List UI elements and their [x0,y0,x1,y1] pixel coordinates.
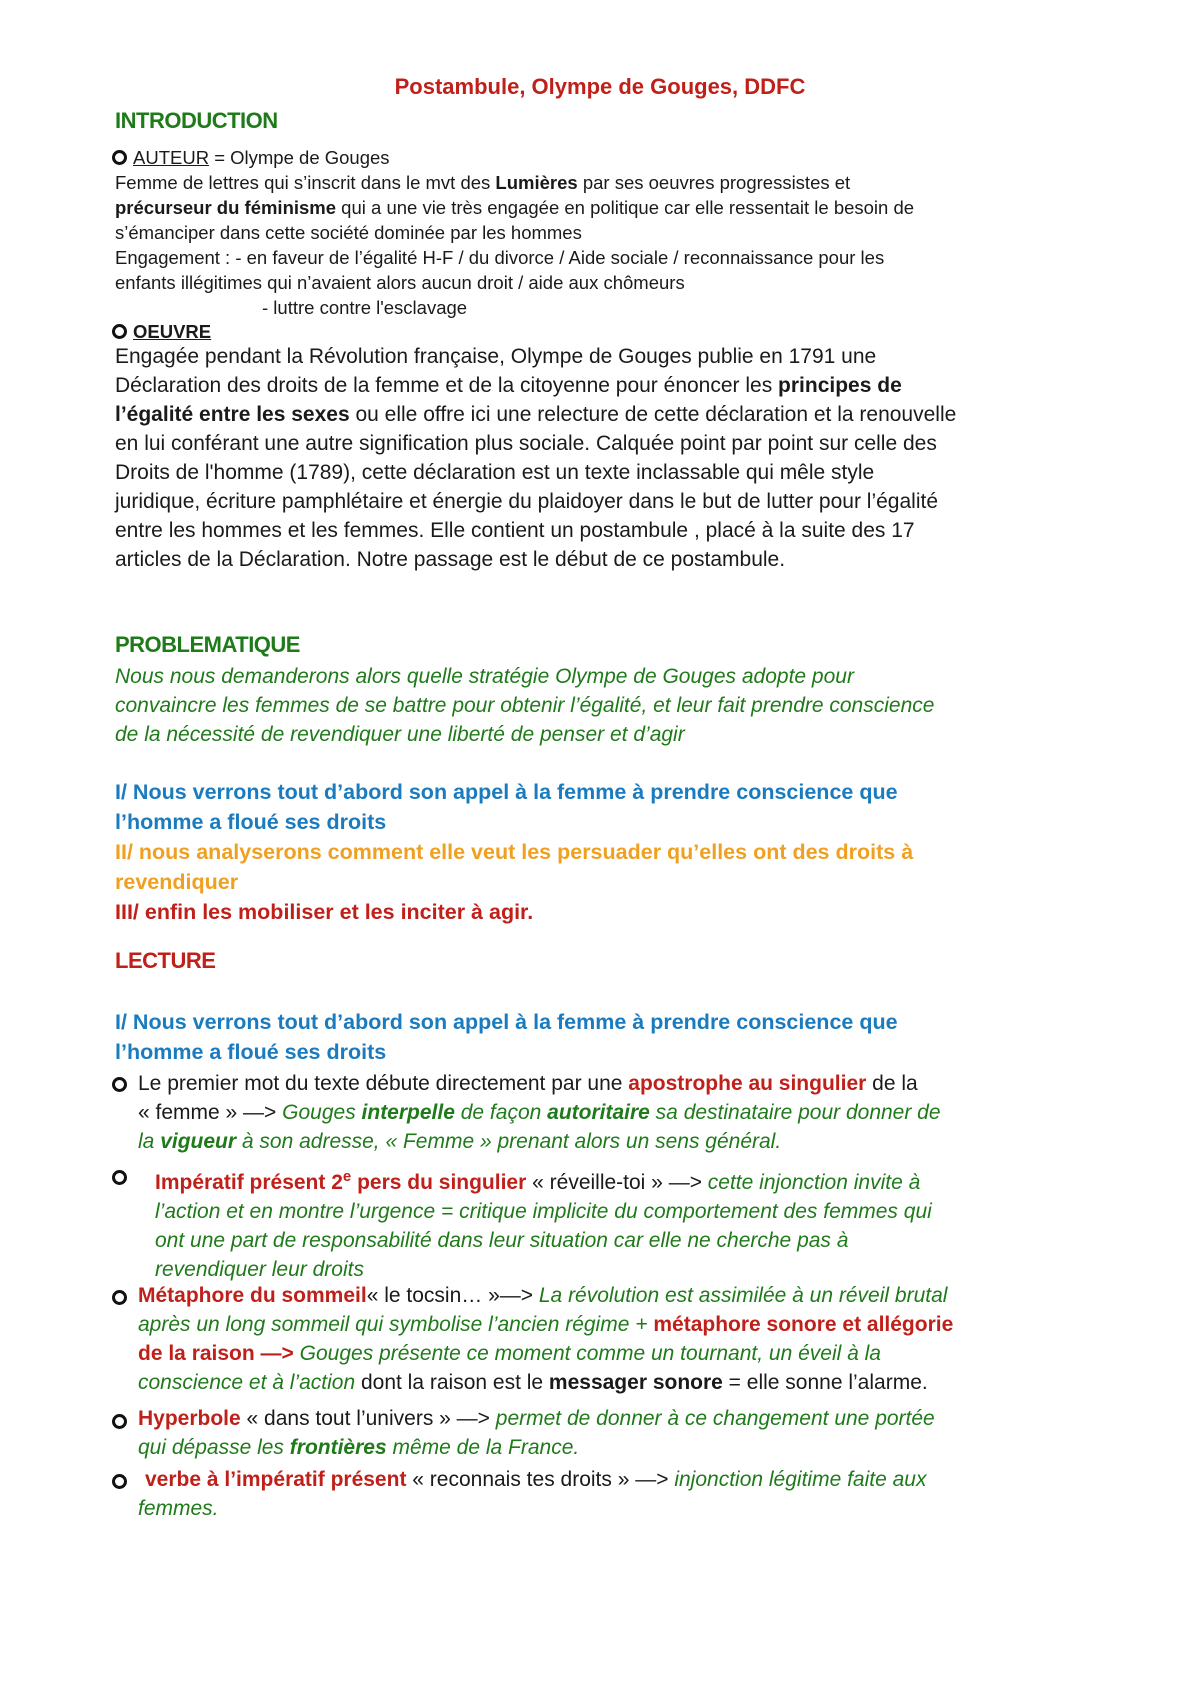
auteur-label: AUTEUR [133,147,210,168]
problematique-text [115,662,1100,749]
oeuvre-line [112,319,211,344]
oeuvre-text-line: Déclaration des droits de la femme et de la citoyenne pour énoncer les principes de [115,374,902,397]
heading-lecture: LECTURE [115,948,216,973]
intro-line: s’émanciper dans cette société dominée par les hommes [115,222,582,243]
oeuvre-paragraph [115,342,1100,574]
plan-part-1: l’homme a floué ses droits [115,810,387,834]
heading-introduction: INTRODUCTION [115,108,278,133]
oeuvre-text-line: juridique, écriture pamphlétaire et énergie du plaidoyer dans le but de lutter pour l’égalité [115,490,939,513]
heading-problematique: PROBLEMATIQUE [115,632,300,657]
circle-bullet-icon [112,1474,127,1489]
intro-paragraph [115,170,1100,320]
oeuvre-text-line: entre les hommes et les femmes. Elle contient un postambule , placé à la suite des 17 [115,519,915,542]
list-item-hyperbole [112,1408,133,1437]
circle-bullet-icon [112,1170,127,1185]
page-title: Postambule, Olympe de Gouges, DDFC [394,74,806,99]
circle-bullet-icon [112,1077,127,1092]
oeuvre-text-line: articles de la Déclaration. Notre passage est le début de ce postambule. [115,548,786,571]
list-item-apostrophe-text: Le premier mot du texte débute directement par une apostrophe au singulier de la « femme » —> Gouges interpelle de façon autoritaire sa destinataire pour donner de la vigueur à son adresse, « Femme » prenant alors un sens général. [138,1072,941,1153]
auteur-line [112,145,390,170]
problematique-line: de la nécessité de revendiquer une liberté de penser et d’agir [115,723,685,746]
intro-line: Engagement : - en faveur de l’égalité H-F / du divorce / Aide sociale / reconnaissance pour les [115,247,885,268]
oeuvre-text-line: Droits de l'homme (1789), cette déclaration est un texte inclassable qui mêle style [115,461,875,484]
list-item-imperatif-text: Impératif présent 2e pers du singulier « réveille-toi » —> cette injonction invite à l’action et en montre l’urgence = critique implicite du comportement des femmes qui ont une part de responsabilité dans leur situation car elle ne cherche pas à revendiquer leur droits [155,1168,932,1281]
circle-bullet-icon [112,1290,127,1305]
plan-part-3: III/ enfin les mobiliser et les inciter à agir. [115,900,534,924]
list-item-metaphore-text: Métaphore du sommeil« le tocsin… »—> La révolution est assimilée à un réveil brutal après un long sommeil qui symbolise l’ancien régime + métaphore sonore et allégorie de la raison —> Gouges présente ce moment comme un tournant, un éveil à la conscience et à l’action dont la raison est le messager sonore = elle sonne l’alarme. [138,1284,954,1394]
plan-part-1: I/ Nous verrons tout d’abord son appel à la femme à prendre conscience que [115,780,898,804]
circle-bullet-icon [112,150,127,165]
oeuvre-text-line: Engagée pendant la Révolution française, Olympe de Gouges publie en 1791 une [115,345,877,368]
intro-line: précurseur du féminisme qui a une vie très engagée en politique car elle ressentait le besoin de [115,197,915,218]
plan-part-2: revendiquer [115,870,239,894]
oeuvre-text-line: en lui conférant une autre signification plus sociale. Calquée point par point sur celle des [115,432,937,455]
problematique-line: convaincre les femmes de se battre pour obtenir l’égalité, et leur fait prendre conscience [115,694,935,717]
circle-bullet-icon [112,1414,127,1429]
list-item-apostrophe [112,1071,133,1100]
lecture-part-1-title [115,1007,1100,1067]
auteur-value: = Olympe de Gouges [209,147,390,168]
list-item-verbe-text: verbe à l’impératif présent « reconnais tes droits » —> injonction légitime faite aux femmes. [138,1468,927,1520]
list-item-imperatif [112,1164,133,1193]
intro-line: - luttre contre l'esclavage [262,297,468,318]
problematique-line: Nous nous demanderons alors quelle stratégie Olympe de Gouges adopte pour [115,665,854,688]
plan-outline [115,777,1100,927]
list-item-metaphore [112,1284,133,1313]
oeuvre-label: OEUVRE [133,321,212,342]
intro-line: enfants illégitimes qui n’avaient alors aucun droit / aide aux chômeurs [115,272,685,293]
oeuvre-text-line: l’égalité entre les sexes ou elle offre ici une relecture de cette déclaration et la renouvelle [115,403,957,426]
circle-bullet-icon [112,324,127,339]
lecture-part-title-line: I/ Nous verrons tout d’abord son appel à la femme à prendre conscience que [115,1010,898,1034]
lecture-part-title-line: l’homme a floué ses droits [115,1040,387,1064]
list-item-hyperbole-text: Hyperbole « dans tout l’univers » —> permet de donner à ce changement une portée qui dépasse les frontières même de la France. [138,1407,935,1459]
intro-line: Femme de lettres qui s’inscrit dans le mvt des Lumières par ses oeuvres progressistes et [115,172,851,193]
plan-part-2: II/ nous analyserons comment elle veut les persuader qu’elles ont des droits à [115,840,914,864]
list-item-verbe [112,1468,133,1497]
